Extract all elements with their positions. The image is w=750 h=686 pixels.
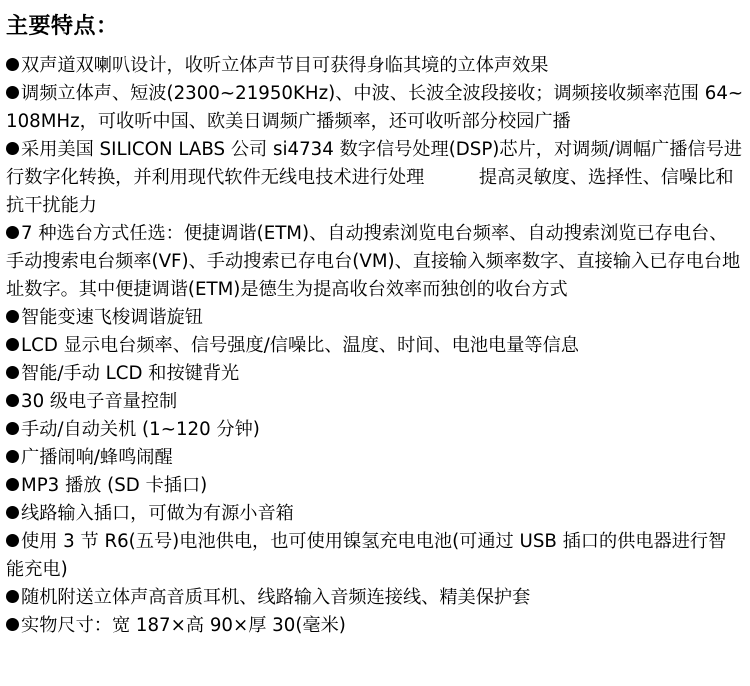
bullet-icon	[6, 226, 19, 239]
feature-item-2	[6, 80, 744, 136]
bullet-icon	[6, 506, 19, 519]
bullet-icon	[6, 338, 19, 351]
feature-item-5	[6, 304, 744, 332]
feature-text: 使用 3 节 R6(五号)电池供电，也可使用镍氢充电电池(可通过 USB 插口的供电器进行智能充电)	[6, 531, 727, 580]
page-title: 主要特点：	[6, 14, 119, 39]
bullet-icon	[6, 86, 19, 99]
feature-text: 广播闹响/蜂鸣闹醒	[21, 447, 173, 468]
feature-text: 双声道双喇叭设计，收听立体声节目可获得身临其境的立体声效果	[21, 55, 549, 76]
bullet-icon	[6, 58, 19, 71]
feature-item-3	[6, 136, 744, 220]
feature-item-1	[6, 52, 744, 80]
feature-text: 随机附送立体声高音质耳机、线路输入音频连接线、精美保护套	[21, 587, 531, 608]
feature-text: 智能/手动 LCD 和按键背光	[21, 363, 240, 384]
feature-item-6	[6, 332, 744, 360]
feature-text: 智能变速飞梭调谐旋钮	[21, 307, 203, 328]
feature-text: LCD 显示电台频率、信号强度/信噪比、温度、时间、电池电量等信息	[21, 335, 579, 356]
feature-text: 7 种选台方式任选：便捷调谐(ETM)、自动搜索浏览电台频率、自动搜索浏览已存电台、手动搜索电台频率(VF)、手动搜索已存电台(VM)、直接输入频率数字、直接输入已存电台地址数字。其中便捷调谐(ETM)是德生为提高收台效率而独创的收台方式	[6, 223, 741, 300]
feature-text: 手动/自动关机 (1~120 分钟)	[21, 419, 260, 440]
bullet-icon	[6, 450, 19, 463]
feature-item-7	[6, 360, 744, 388]
feature-text: 实物尺寸：宽 187×高 90×厚 30(毫米)	[21, 615, 346, 636]
bullet-icon	[6, 310, 19, 323]
bullet-icon	[6, 590, 19, 603]
bullet-icon	[6, 142, 19, 155]
bullet-icon	[6, 422, 19, 435]
bullet-icon	[6, 534, 19, 547]
bullet-icon	[6, 394, 19, 407]
feature-list	[6, 52, 744, 640]
feature-item-11	[6, 472, 744, 500]
feature-text: 采用美国 SILICON LABS 公司 si4734 数字信号处理(DSP)芯片，对调频/调幅广播信号进行数字化转换，并利用现代软件无线电技术进行处理 提高灵敏度、选择性、信噪比和抗干扰能力	[6, 139, 742, 216]
feature-text: MP3 播放 (SD 卡插口)	[21, 475, 208, 496]
feature-item-4	[6, 220, 744, 304]
feature-item-13	[6, 528, 744, 584]
feature-item-15	[6, 612, 744, 640]
feature-item-12	[6, 500, 744, 528]
feature-item-10	[6, 444, 744, 472]
feature-text: 调频立体声、短波(2300~21950KHz)、中波、长波全波段接收；调频接收频率范围 64~108MHz，可收听中国、欧美日调频广播频率，还可收听部分校园广播	[6, 83, 744, 132]
feature-item-8	[6, 388, 744, 416]
feature-item-14	[6, 584, 744, 612]
bullet-icon	[6, 366, 19, 379]
bullet-icon	[6, 478, 19, 491]
bullet-icon	[6, 618, 19, 631]
feature-text: 30 级电子音量控制	[21, 391, 178, 412]
feature-text: 线路输入插口，可做为有源小音箱	[21, 503, 294, 524]
feature-item-9	[6, 416, 744, 444]
